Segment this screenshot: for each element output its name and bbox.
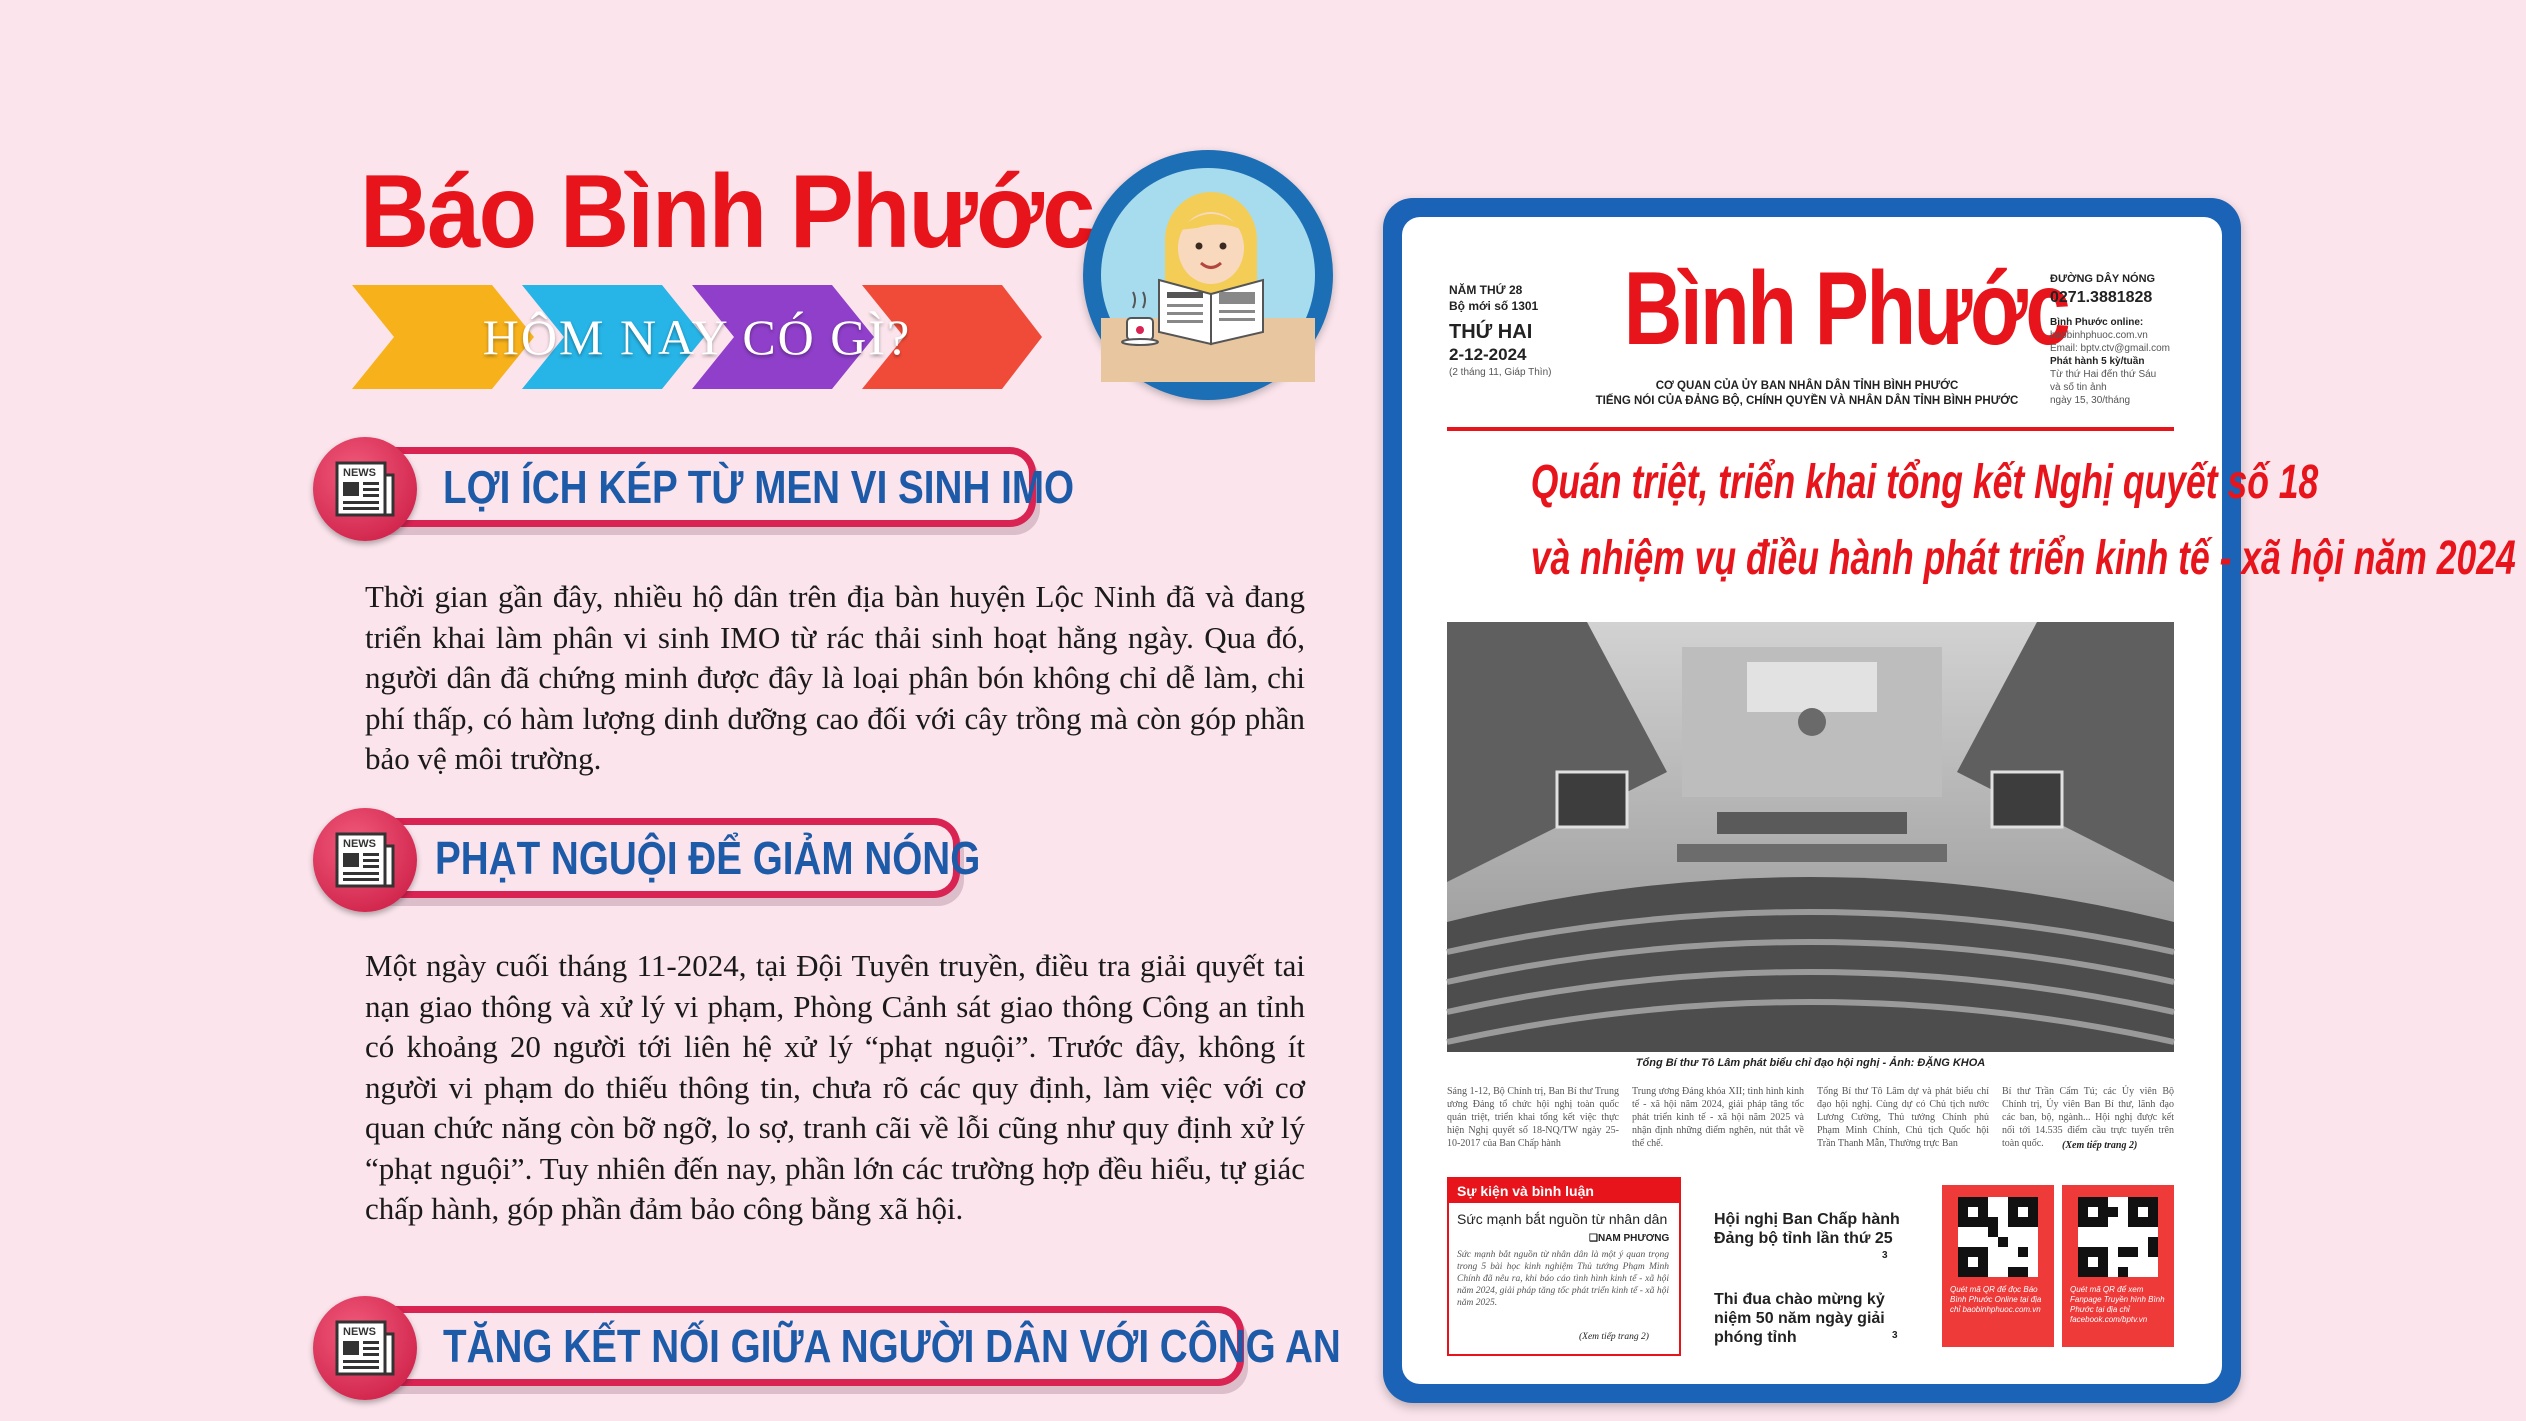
np-event-author: ❑NAM PHƯƠNG [1589,1233,1670,1244]
section-heading-3 [313,1296,1341,1400]
section-heading-label: TĂNG KẾT NỐI GIỮA NGƯỜI DÂN VỚI CÔNG AN [443,1320,1341,1372]
svg-text:NEWS: NEWS [343,838,376,850]
np-teaser-2-page: 3 [1892,1330,1898,1341]
np-issue-days: Phát hành 5 kỳ/tuần [2050,356,2145,367]
np-teaser-1-page: 3 [1882,1250,1888,1261]
np-event-title: Sức mạnh bắt nguồn từ nhân dân [1457,1211,1668,1227]
newspaper-reader-icon [1083,150,1333,400]
np-qr-block-1 [1942,1185,2054,1347]
np-event-more: (Xem tiếp trang 2) [1579,1332,1649,1342]
np-teaser-1-title: Hội nghị Ban Chấp hành Đảng bộ tỉnh lần thứ 25 [1714,1211,1900,1247]
np-date: 2-12-2024 [1449,345,1527,364]
np-photo-caption: Tổng Bí thư Tô Lâm phát biểu chỉ đạo hội nghị - Ảnh: ĐẶNG KHOA [1635,1057,1986,1069]
np-event-tag: Sự kiện và bình luận [1449,1179,1679,1203]
section-body-1: Thời gian gần đây, nhiều hộ dân trên địa bàn huyện Lộc Ninh đã và đang triển khai làm phân vi sinh IMO từ rác thải sinh hoạt hằng ngày. Qua đó, người dân đã chứng minh được đây là loại phân bón không chỉ dễ làm, chi phí thấp, có hàm lượng dinh dưỡng cao đối với cây trồng mà còn góp phần bảo vệ môi trường. [365,579,1305,776]
section-heading-2 [313,808,981,912]
np-online-label: Bình Phước online: [2050,317,2144,328]
qr-code-icon [2078,1197,2158,1277]
np-hotline-label: ĐƯỜNG DÂY NÓNG [2050,273,2156,285]
news-icon [313,1296,417,1400]
news-icon [313,808,417,912]
np-year: NĂM THỨ 28 [1449,283,1523,297]
news-icon [313,437,417,541]
newspaper-front-page [1402,217,2516,1384]
np-column-1: Sáng 1-12, Bộ Chính trị, Ban Bí thư Trung ương Đảng tổ chức hội nghị toàn quốc quán triệt, triển khai tổng kết việc thực hiện Nghị quyết số 18-NQ/TW ngày 25-10-2017 của Ban Chấp hành [1447,1086,1619,1149]
section-heading-1 [313,437,1075,541]
np-red-rule [1447,427,2174,431]
np-column-4: Bí thư Trần Cẩm Tú; các Ủy viên Bộ Chính trị, Ủy viên Ban Bí thư, lãnh đạo các ban, bộ, ngành... Hội nghị được kết nối tới 14.535 điểm cầu trực tuyến trên toàn quốc. [2002,1086,2174,1149]
np-org-line-2: TIẾNG NÓI CỦA ĐẢNG BỘ, CHÍNH QUYỀN VÀ NHÂN DÂN TỈNH BÌNH PHƯỚC [1595,395,2019,407]
np-org-line-1: CƠ QUAN CỦA ỦY BAN NHÂN DÂN TỈNH BÌNH PHƯỚC [1655,380,1959,392]
np-teaser-2-title: Thi đua chào mừng kỷ niệm 50 năm ngày giải phóng tỉnh [1714,1291,1885,1346]
np-continue-note: (Xem tiếp trang 2) [2062,1140,2138,1151]
section-body-2: Một ngày cuối tháng 11-2024, tại Đội Tuyên truyền, điều tra giải quyết tai nạn giao thông và xử lý vi phạm, Phòng Cảnh sát giao thông Công an tỉnh có khoảng 20 người tới liên hệ xử lý “phạt nguội”. Trước đây, không ít người vi phạm do thiếu thông tin, chưa rõ các quy định, làm việc với cơ quan chức năng còn bỡ ngỡ, lo sợ, tranh cãi về lỗi cũng như quy định xử lý “phạt nguội”. Tuy nhiên đến nay, phần lớn các trường hợp đều hiểu, tự giác chấp hành, góp phần đảm bảo công bằng xã hội. [365,948,1305,1226]
np-qr-note-1: Quét mã QR để đọc Báo Bình Phước Online tại địa chỉ baobinhphuoc.com.vn [1950,1285,2042,1314]
np-hotline: 0271.3881828 [2050,289,2153,306]
np-weekday: THỨ HAI [1449,321,1533,343]
np-site: baobinhphuoc.com.vn [2050,330,2148,341]
np-lunar-date: (2 tháng 11, Giáp Thìn) [1449,367,1552,378]
np-days-note: Từ thứ Hai đến thứ Sáu [2050,369,2157,380]
section-heading-label: LỢI ÍCH KÉP TỪ MEN VI SINH IMO [443,461,1075,513]
np-event-body: Sức mạnh bắt nguồn từ nhân dân là một ý quan trọng trong 5 bài học kinh nghiệm Thủ tướng Phạm Minh Chính đã nêu ra, khi báo cáo tình hình kinh tế - xã hội năm 2024, giải pháp tăng tốc phát triển kinh tế - xã hội năm 2025. [1457,1250,1669,1308]
page-subtitle: HÔM NAY CÓ GÌ? [482,309,912,365]
np-main-photo [1447,622,2174,1052]
np-qr-block-2 [2062,1185,2174,1347]
np-dates-note: ngày 15, 30/tháng [2050,395,2131,406]
np-qr-note-2: Quét mã QR để xem Fanpage Truyền hình Bình Phước tại địa chỉ facebook.com/bptv.vn [2070,1285,2165,1324]
qr-code-icon [1958,1197,2038,1277]
np-event-box [1447,1177,1681,1356]
np-headline-line-1: Quán triệt, triển khai tổng kết Nghị quyết số 18 [1530,456,2319,509]
np-headline-line-2: và nhiệm vụ điều hành phát triển kinh tế - xã hội năm 2024 [1530,532,2516,585]
np-email: Email: bptv.ctv@gmail.com [2050,343,2170,354]
np-issue: Bộ mới số 1301 [1449,299,1539,313]
np-masthead: Bình Phước [1623,251,2069,367]
svg-text:NEWS: NEWS [343,1326,376,1338]
svg-text:NEWS: NEWS [343,467,376,479]
np-column-3: Tổng Bí thư Tô Lâm dự và phát biểu chỉ đạo hội nghị. Cùng dự có Chủ tịch nước Lương Cường, Thủ tướng Chính phủ Phạm Minh Chính, Chủ tịch Quốc hội Trần Thanh Mẫn, Thường trực Ban [1817,1086,1989,1149]
section-heading-label: PHẠT NGUỘI ĐỂ GIẢM NÓNG [435,832,981,884]
np-column-2: Trung ương Đảng khóa XII; tình hình kinh tế - xã hội năm 2024, giải pháp tăng tốc phát triển kinh tế - xã hội năm 2025 và nhận định những điểm nghẽn, nút thắt về thể chế. [1632,1086,1804,1149]
page-title: Báo Bình Phước [360,154,1094,270]
np-extra: và số tin ảnh [2050,382,2107,393]
